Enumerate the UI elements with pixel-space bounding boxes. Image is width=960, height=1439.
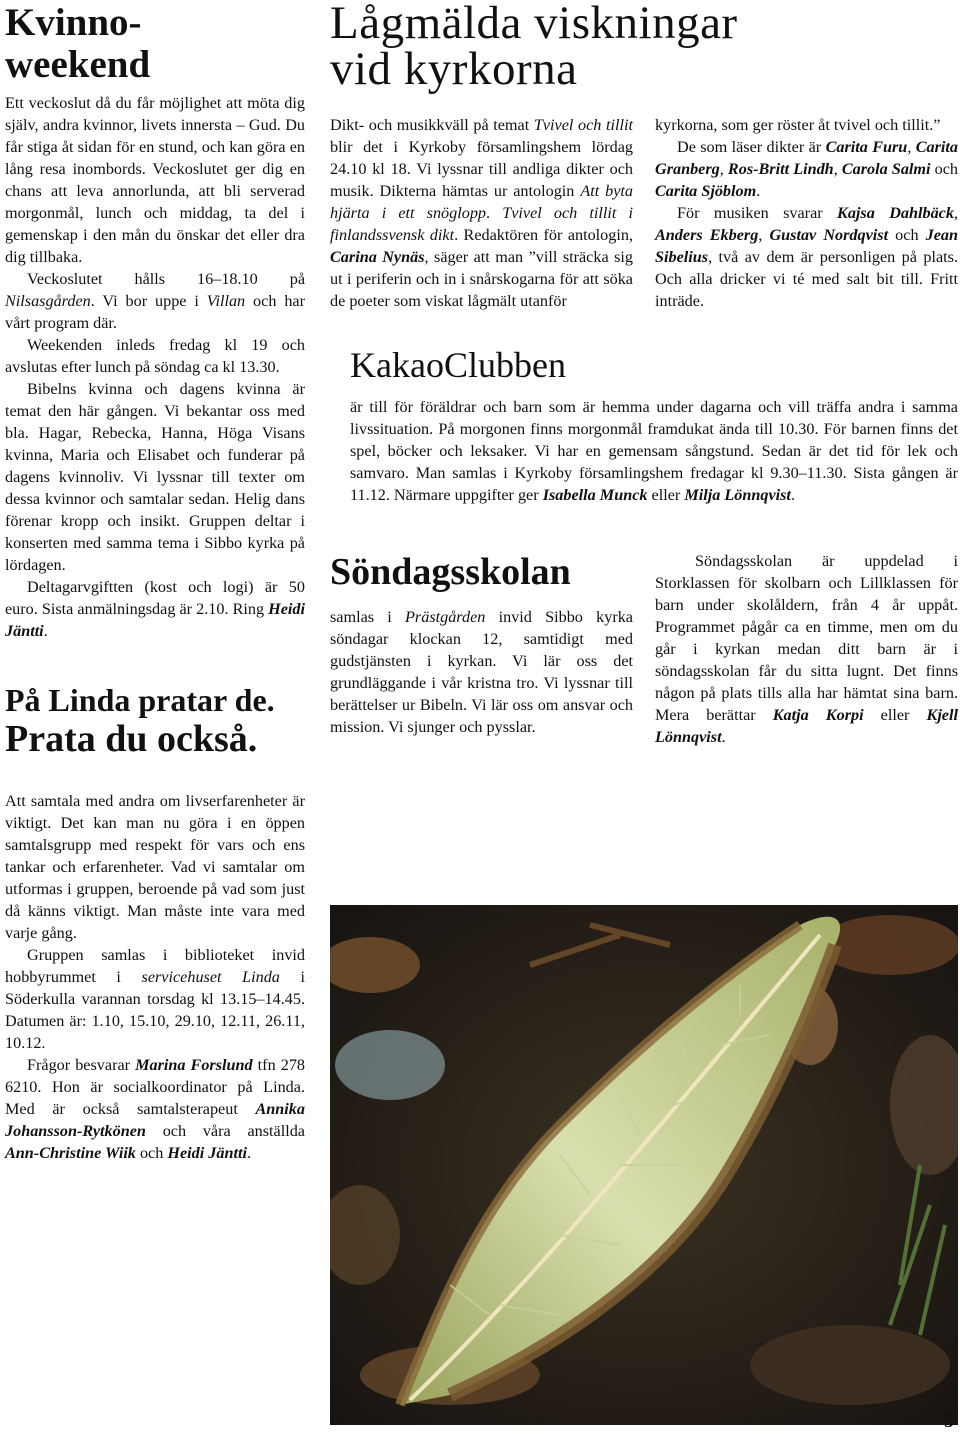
kakao-paragraph: är till för föräldrar och barn som är hemma under dagarna och vill träffa andra i samma livssituation. På morgonen finns morgonmål framdukat ända till 10.30. För barnen finns det spel, böcker och leksaker. Vi har en gemensam sångstund. Sedan är det tid för lek och samvaro. Man samlas i Kyrkoby församlingshem fredagar kl 9.30–11.30. Sista gången är 11.12. Närmare uppgifter ger Isabella Munck eller Milja Lönnqvist. (350, 398, 958, 504)
title-line: vid kyrkorna (330, 43, 578, 95)
viskningar-paragraph: De som läser dikter är Carita Furu, Carita Granberg, Ros-Britt Lindh, Carola Salmi och Carita Sjöblom. (655, 138, 959, 200)
sondag-paragraph: samlas i Prästgården invid Sibbo kyrka söndagar klockan 12, samtidigt med gudstjänsten i kyrkan. Vi lär oss det grundläggande i vår kristna tro. Vi lyssnar till berättelser ur Bibeln. Vi lär oss om ansvar och mission. Vi sjunger och pysslar. (330, 608, 633, 736)
viskningar-paragraph: För musiken svarar Kajsa Dahlbäck, Anders Ekberg, Gustav Nordqvist och Jean Sibelius, två av dem är personligen på plats. Och alla dricker vi té med salt bit till. Fritt inträde. (655, 204, 958, 310)
kakao-title: KakaoClubben (350, 345, 566, 385)
leaf-photo (330, 905, 958, 1425)
viskningar-title (330, 0, 958, 95)
left-column (5, 2, 305, 1164)
kvinno-paragraph: Veckoslutet hålls 16–18.10 på Nilsasgården. Vi bor uppe i Villan och har vårt program där. (5, 270, 306, 332)
title-line: Prata du också. (5, 718, 258, 760)
viskningar-paragraph: kyrkorna, som ger röster åt tvivel och tillit.” (655, 116, 941, 134)
title-line: Kvinno- (5, 1, 142, 44)
sondag-title: Söndagsskolan (330, 551, 571, 593)
title-line: weekend (5, 43, 151, 86)
linda-paragraph: Att samtala med andra om livserfarenheter är viktigt. Det kan man nu göra i en öppen samtalsgrupp med respekt för vars och ens tankar och erfarenheter. Vad vi samtalar om utformas i gruppen, beroende på vad som just då känns viktigt. Man måste inte vara med varje gång. (5, 792, 305, 942)
title-line: På Linda pratar de. (5, 682, 275, 718)
linda-title (5, 682, 305, 760)
leaf-illustration (330, 905, 958, 1425)
title-line: Lågmälda viskningar (330, 0, 738, 49)
linda-paragraph: Frågor besvarar Marina Forslund tfn 278 6210. Hon är socialkoordinator på Linda. Med är också samtalsterapeut Annika Johansson-Rytkönen och våra anställda Ann-Christine Wiik och Heidi Jäntti. (5, 1056, 306, 1162)
kvinno-paragraph: Bibelns kvinna och dagens kvinna är temat den här gången. Vi bekantar oss med bla. Hagar, Rebecka, Hanna, Höga Visans kvinna, Maria och Elisabet och funderar på dagens kvinnoliv. Vi lyssnar till texter om dessa kvinnor och samtalar sedan. Helig dans förenar kropp och insikt. Gruppen deltar i konserten med samma tema i Sibbo kyrka på lördagen. (5, 380, 305, 574)
kvinno-paragraph: Deltagarvgiftten (kost och logi) är 50 euro. Sista anmälningsdag är 2.10. Ring Heidi Jäntti. (5, 578, 305, 640)
viskningar-paragraph: Dikt- och musikkväll på temat Tvivel och tillit blir det i Kyrkoby församlingshem lördag 24.10 kl 18. Vi lyssnar till andliga dikter och musik. Dikterna hämtas ur antologin Att byta hjärta i ett snöglopp. Tvivel och tillit i finlandssvensk dikt. Redaktören för antologin, Carina Nynäs, säger att man ”vill sträcka sig ut i periferin och in i snårskogarna för att söka de poeter som viskat lågmält utanför (330, 116, 634, 310)
kvinnoweekend-title (5, 2, 305, 86)
page-number: 5 (944, 1410, 954, 1432)
kvinno-paragraph: Ett veckoslut då du får möjlighet att möta dig själv, andra kvinnor, livets innersta – Gud. Du får stiga åt sidan för en stund, och kan göra en lång resa inombords. Veckoslutet ger dig en chans att leva annorlunda, att bli serverad morgonmål, lunch och middag, ta del i gemenskap i den mån du önskar det eller dra dig tillbaka. (5, 94, 305, 266)
kvinno-paragraph: Weekenden inleds fredag kl 19 och avslutas efter lunch på söndag ca kl 13.30. (5, 336, 305, 376)
sondag-paragraph: Söndagsskolan är uppdelad i Storklassen för skolbarn och Lillklassen för barn under skolåldern, från 4 år uppåt. Programmet pågår ca en timme, men om du går i kyrkan medan ditt barn är i söndagsskolan får du sitta lugnt. Det finns någon på plats tills alla har hämtat sina barn. Mera berättar Katja Korpi eller Kjell Lönnqvist. (655, 552, 958, 746)
right-column (330, 0, 958, 748)
linda-paragraph: Gruppen samlas i biblioteket invid hobbyrummet i servicehuset Linda i Söderkulla varannan torsdag kl 13.15–14.45. Datumen är: 1.10, 15.10, 29.10, 12.11, 26.11, 10.12. (5, 946, 305, 1052)
